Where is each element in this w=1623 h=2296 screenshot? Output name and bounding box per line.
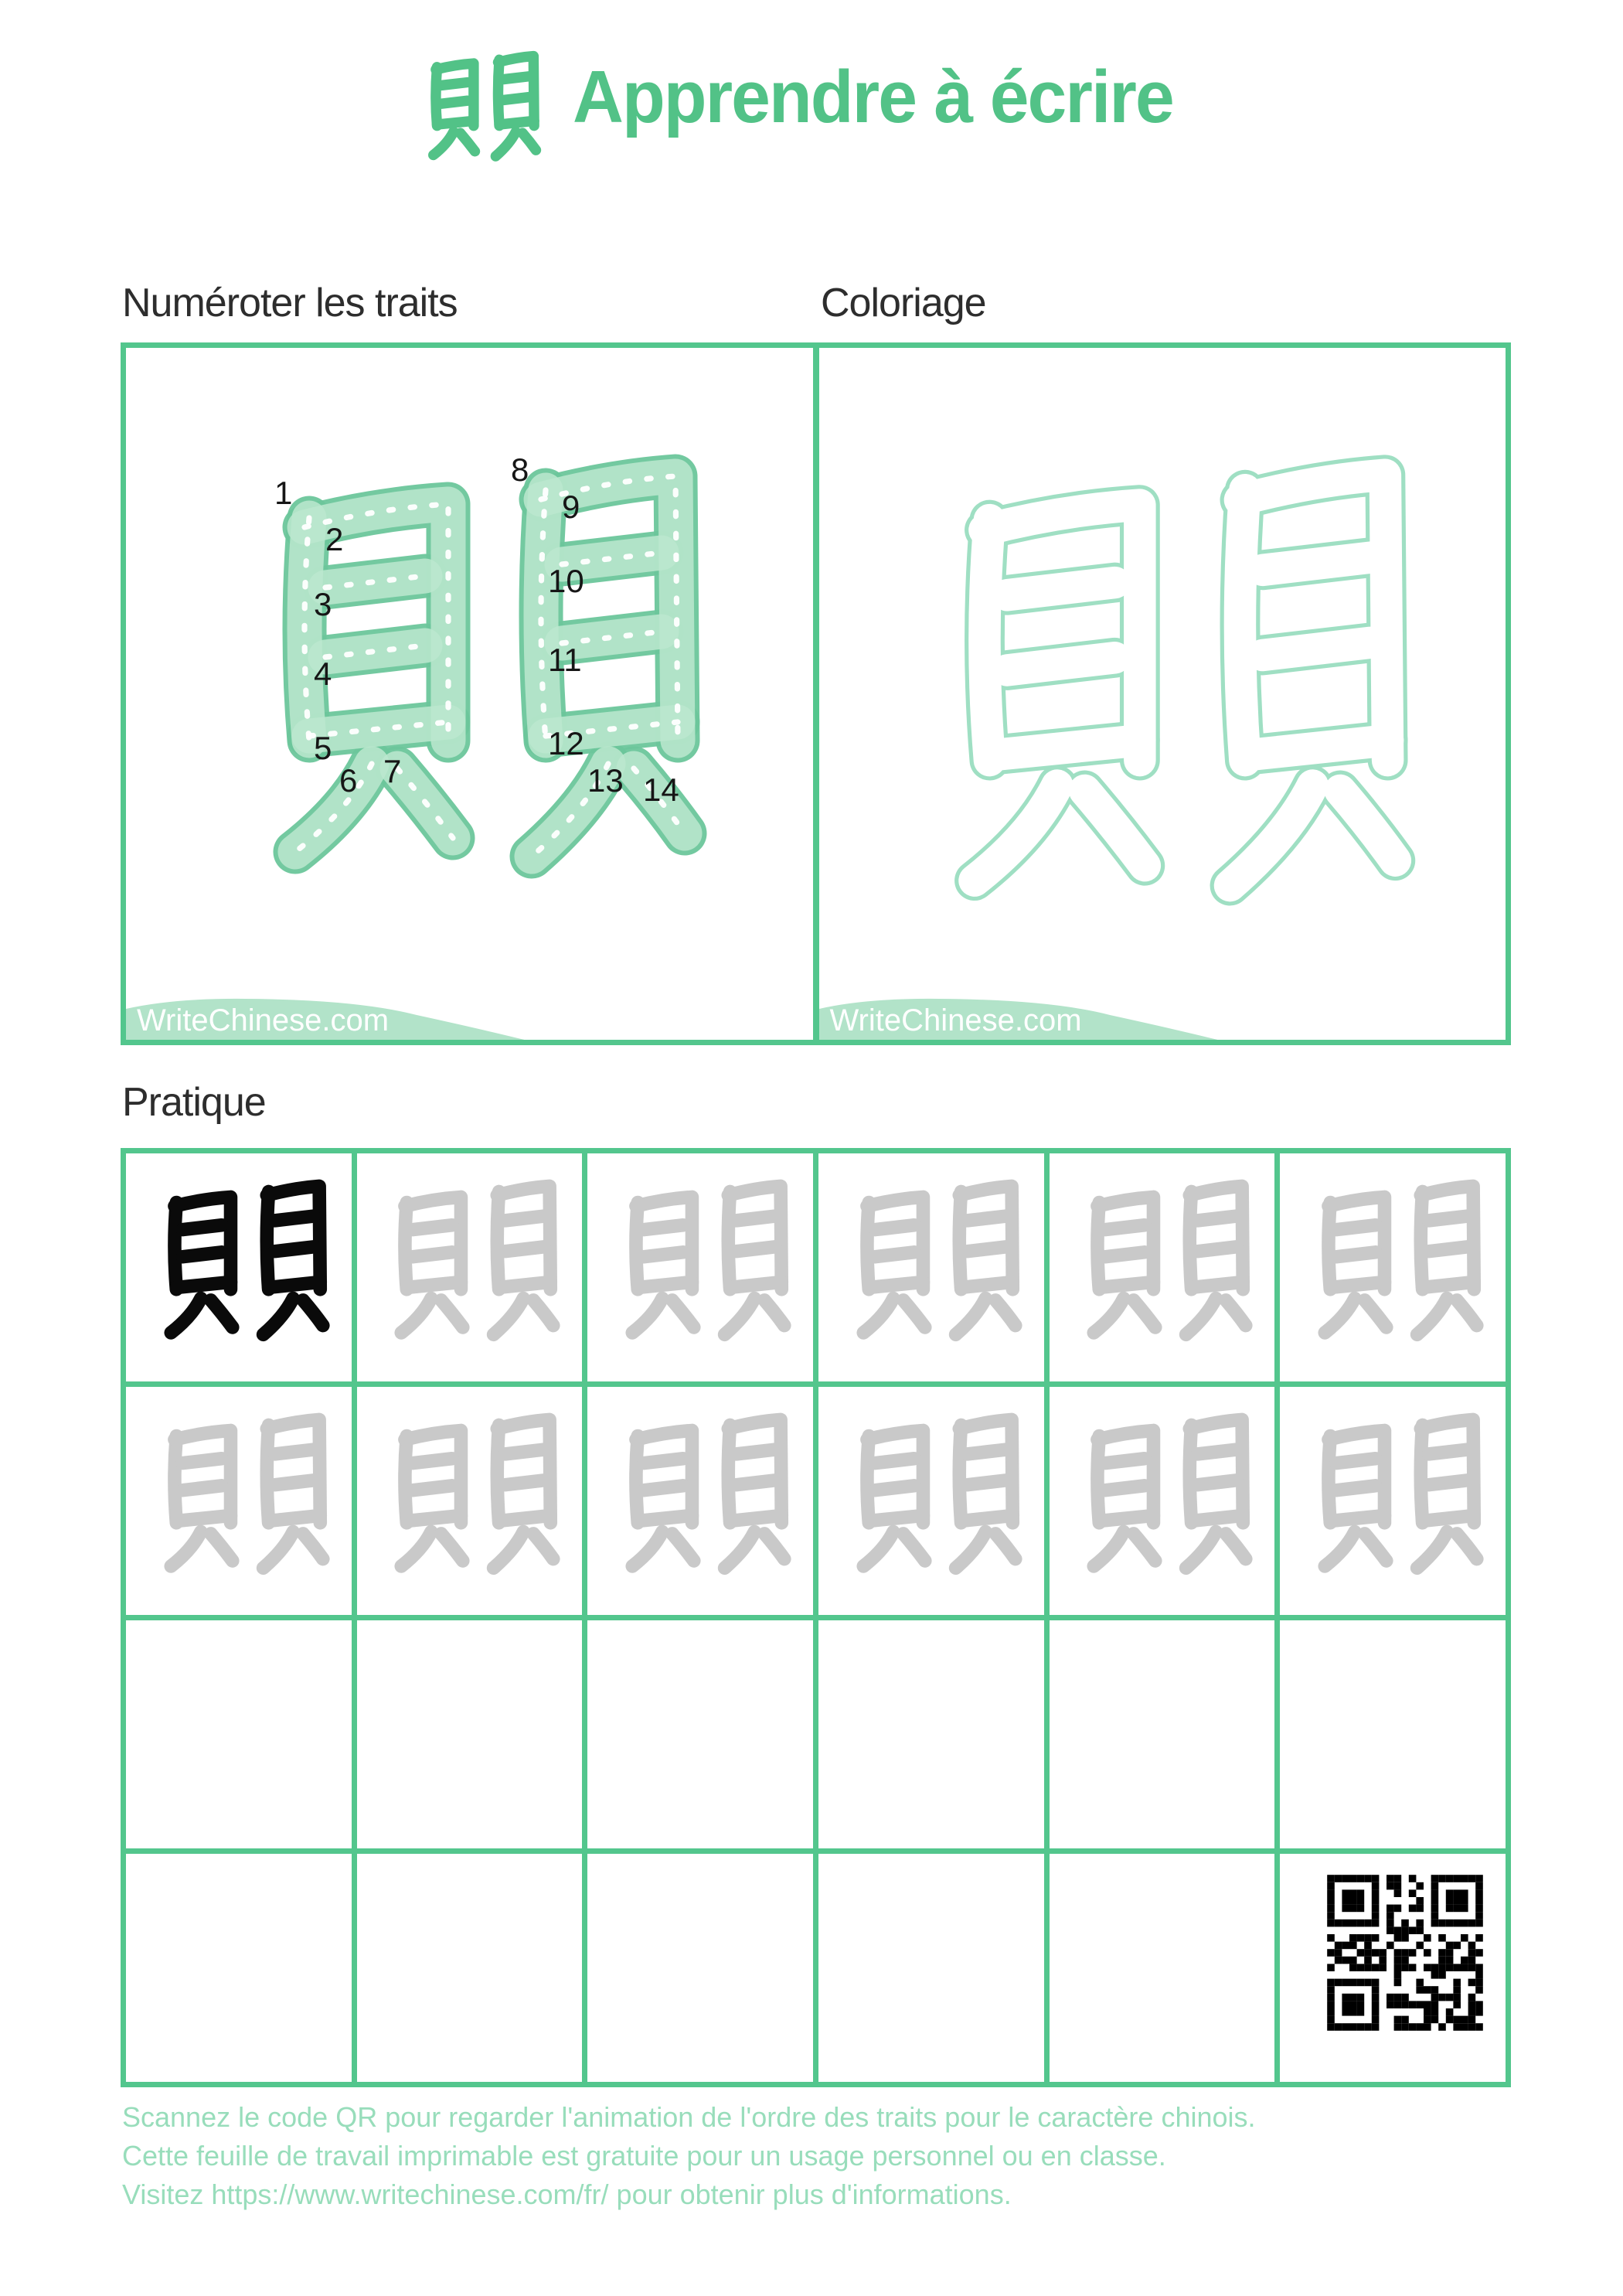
practice-cell-trace <box>818 1153 1044 1381</box>
practice-cell-trace <box>126 1387 352 1615</box>
practice-cell-trace <box>1050 1387 1275 1615</box>
practice-cell-trace <box>1050 1153 1275 1381</box>
practice-cell-empty <box>587 1620 813 1848</box>
coloring-box <box>819 348 1506 1040</box>
practice-cell-empty <box>357 1854 583 2082</box>
watermark-text: WriteChinese.com <box>137 1003 390 1037</box>
stroke-number: 7 <box>383 753 402 789</box>
section-header-coloring: Coloriage <box>821 281 986 325</box>
practice-cell-empty <box>126 1620 352 1848</box>
trace-character <box>1302 1163 1483 1344</box>
practice-cell-example <box>126 1153 352 1381</box>
practice-cell-empty <box>357 1620 583 1848</box>
trace-character <box>379 1163 560 1344</box>
page-title <box>0 32 1623 162</box>
title-text: Apprendre à écrire <box>573 56 1173 138</box>
section-header-practice: Pratique <box>122 1080 266 1125</box>
practice-cell-empty <box>1280 1620 1506 1848</box>
practice-cell-trace <box>587 1387 813 1615</box>
trace-character <box>1302 1396 1483 1577</box>
practice-cell-empty <box>1050 1854 1275 2082</box>
practice-cell-empty <box>1050 1620 1275 1848</box>
trace-character <box>841 1396 1022 1577</box>
coloring-diagram <box>912 410 1413 911</box>
stroke-number: 4 <box>314 656 332 692</box>
practice-cell-trace <box>587 1153 813 1381</box>
trace-character <box>379 1396 560 1577</box>
practice-cell-trace <box>818 1387 1044 1615</box>
watermark <box>126 992 524 1040</box>
practice-cell-empty <box>126 1854 352 2082</box>
trace-character <box>610 1163 791 1344</box>
trace-character <box>1071 1396 1252 1577</box>
stroke-number: 6 <box>339 762 358 799</box>
practice-grid <box>121 1148 1511 2087</box>
stroke-number: 13 <box>587 762 624 799</box>
practice-cell-trace <box>357 1387 583 1615</box>
stroke-number: 10 <box>548 563 584 599</box>
trace-character <box>841 1163 1022 1344</box>
footer-note <box>122 2098 1256 2214</box>
trace-character <box>610 1396 791 1577</box>
watermark-text: WriteChinese.com <box>829 1003 1082 1037</box>
trace-character <box>1071 1163 1252 1344</box>
stroke-number: 11 <box>548 642 582 678</box>
stroke-number: 5 <box>314 730 332 766</box>
qr-code <box>1312 1860 1498 2046</box>
stroke-number: 3 <box>314 586 332 622</box>
title-character-glyph <box>418 40 540 162</box>
diagram-boxes <box>121 342 1511 1045</box>
practice-cell-empty <box>587 1854 813 2082</box>
watermark <box>819 992 1217 1040</box>
stroke-number: 12 <box>548 725 584 761</box>
practice-cell-qr <box>1280 1854 1506 2082</box>
stroke-number: 9 <box>562 489 580 525</box>
section-header-numbering: Numéroter les traits <box>122 281 458 325</box>
trace-character <box>148 1396 329 1577</box>
example-character <box>148 1163 329 1344</box>
stroke-order-diagram <box>237 416 701 880</box>
footer-line-3: Visitez https://www.writechinese.com/fr/ pour obtenir plus d'informations. <box>122 2178 1012 2210</box>
practice-cell-empty <box>818 1620 1044 1848</box>
footer-line-1: Scannez le code QR pour regarder l'animation de l'ordre des traits pour le caractère chinois. <box>122 2101 1256 2133</box>
practice-cell-trace <box>1280 1387 1506 1615</box>
practice-cell-trace <box>357 1153 583 1381</box>
stroke-number: 8 <box>511 451 529 488</box>
practice-cell-empty <box>818 1854 1044 2082</box>
stroke-number: 1 <box>274 475 293 511</box>
footer-line-2: Cette feuille de travail imprimable est gratuite pour un usage personnel ou en classe. <box>122 2140 1166 2172</box>
stroke-number: 2 <box>325 521 344 557</box>
stroke-number: 14 <box>643 772 679 808</box>
practice-cell-trace <box>1280 1153 1506 1381</box>
stroke-numbering-box <box>126 348 819 1040</box>
